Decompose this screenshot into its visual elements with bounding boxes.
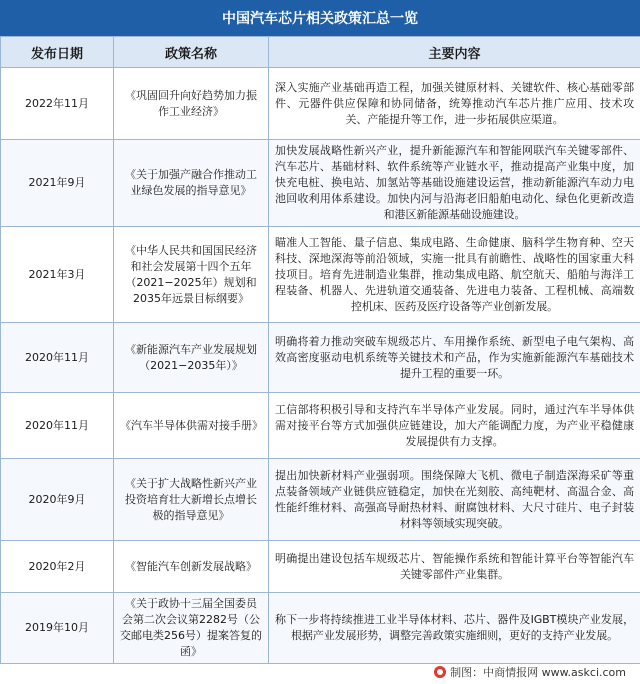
- table-row: [1, 459, 640, 541]
- table-row: [1, 140, 640, 227]
- cell-content: 瞄准人工智能、量子信息、集成电路、生命健康、脑科学生物育种、空天科技、深地深海等前沿领域，实施一批具有前瞻性、战略性的国家重大科技项目。培育先进制造业集群，推动集成电路、航空航天、船舶与海洋工程装备、机器人、先进轨道交通装备、先进电力装备、工程机械、高端数控机床、医药及医疗设备等产业创新发展。: [269, 227, 640, 323]
- table-row: [1, 393, 640, 459]
- source-footer: [434, 662, 626, 682]
- cell-policy-name: 《汽车半导体供需对接手册》: [114, 393, 269, 459]
- cell-policy-name: 《关于政协十三届全国委员会第二次会议第2282号（公交邮电类256号）提案答复的函》: [114, 593, 269, 664]
- cell-content: 加快发展战略性新兴产业，提升新能源汽车和智能网联汽车关键零部件、汽车芯片、基础材料、软件系统等产业链水平，推动提高产业集中度，加快充电桩、换电站、加氢站等基础设施建设运营，推动新能源汽车动力电池回收利用体系建设。加快内河与沿海老旧船舶电动化、绿色化更新改造和港区新能源基础设施建设。: [269, 140, 640, 227]
- cell-date: 2021年9月: [1, 140, 114, 227]
- header-date: 发布日期: [1, 37, 114, 68]
- cell-content: 明确将着力推动突破车规级芯片、车用操作系统、新型电子电气架构、高效高密度驱动电机系统等关键技术和产品，作为实施新能源汽车基础技术提升工程的重要一环。: [269, 323, 640, 393]
- askci-logo-icon: [434, 666, 446, 678]
- table-row: [1, 323, 640, 393]
- cell-date: 2020年9月: [1, 459, 114, 541]
- cell-content: 提出加快新材料产业强弱项。围绕保障大飞机、微电子制造深海采矿等重点装备领域产业链供应链稳定，加快在光刻胶、高纯靶材、高温合金、高性能纤维材料、高强高导耐热材料、耐腐蚀材料、大尺寸硅片、电子封装材料等领域实现突破。: [269, 459, 640, 541]
- header-main-content: 主要内容: [269, 37, 640, 68]
- cell-content: 工信部将积极引导和支持汽车半导体产业发展。同时，通过汽车半导体供需对接平台等方式加强供应链建设，加大产能调配力度，为产业平稳健康发展提供有力支撑。: [269, 393, 640, 459]
- cell-date: 2020年11月: [1, 323, 114, 393]
- policy-table: [0, 36, 640, 664]
- table-row: [1, 68, 640, 140]
- table-row: [1, 541, 640, 593]
- cell-content: 深入实施产业基础再造工程，加强关键原材料、关键软件、核心基础零部件、元器件供应保障和协同储备，统筹推动汽车芯片推广应用、技术攻关、产能提升等工作，进一步拓展供应渠道。: [269, 68, 640, 140]
- cell-policy-name: 《中华人民共和国国民经济和社会发展第十四个五年（2021−2025年）规划和2035年远景目标纲要》: [114, 227, 269, 323]
- cell-policy-name: 《巩固回升向好趋势加力振作工业经济》: [114, 68, 269, 140]
- cell-policy-name: 《新能源汽车产业发展规划（2021−2035年）》: [114, 323, 269, 393]
- cell-content: 称下一步将持续推进工业半导体材料、芯片、器件及IGBT模块产业发展，根据产业发展形势，调整完善政策实施细则，更好的支持产业发展。: [269, 593, 640, 664]
- cell-date: 2022年11月: [1, 68, 114, 140]
- cell-date: 2021年3月: [1, 227, 114, 323]
- cell-policy-name: 《关于加强产融合作推动工业绿色发展的指导意见》: [114, 140, 269, 227]
- cell-date: 2020年11月: [1, 393, 114, 459]
- table-row: [1, 593, 640, 664]
- cell-policy-name: 《关于扩大战略性新兴产业投资培育壮大新增长点增长极的指导意见》: [114, 459, 269, 541]
- page-title: 中国汽车芯片相关政策汇总一览: [0, 0, 640, 36]
- cell-content: 明确提出建设包括车规级芯片、智能操作系统和智能计算平台等智能汽车关键零部件产业集群。: [269, 541, 640, 593]
- table-row: [1, 227, 640, 323]
- table-header-row: [1, 37, 640, 68]
- header-policy-name: 政策名称: [114, 37, 269, 68]
- cell-date: 2020年2月: [1, 541, 114, 593]
- cell-date: 2019年10月: [1, 593, 114, 664]
- source-text: 制图：中商情报网 www.askci.com: [450, 666, 626, 679]
- cell-policy-name: 《智能汽车创新发展战略》: [114, 541, 269, 593]
